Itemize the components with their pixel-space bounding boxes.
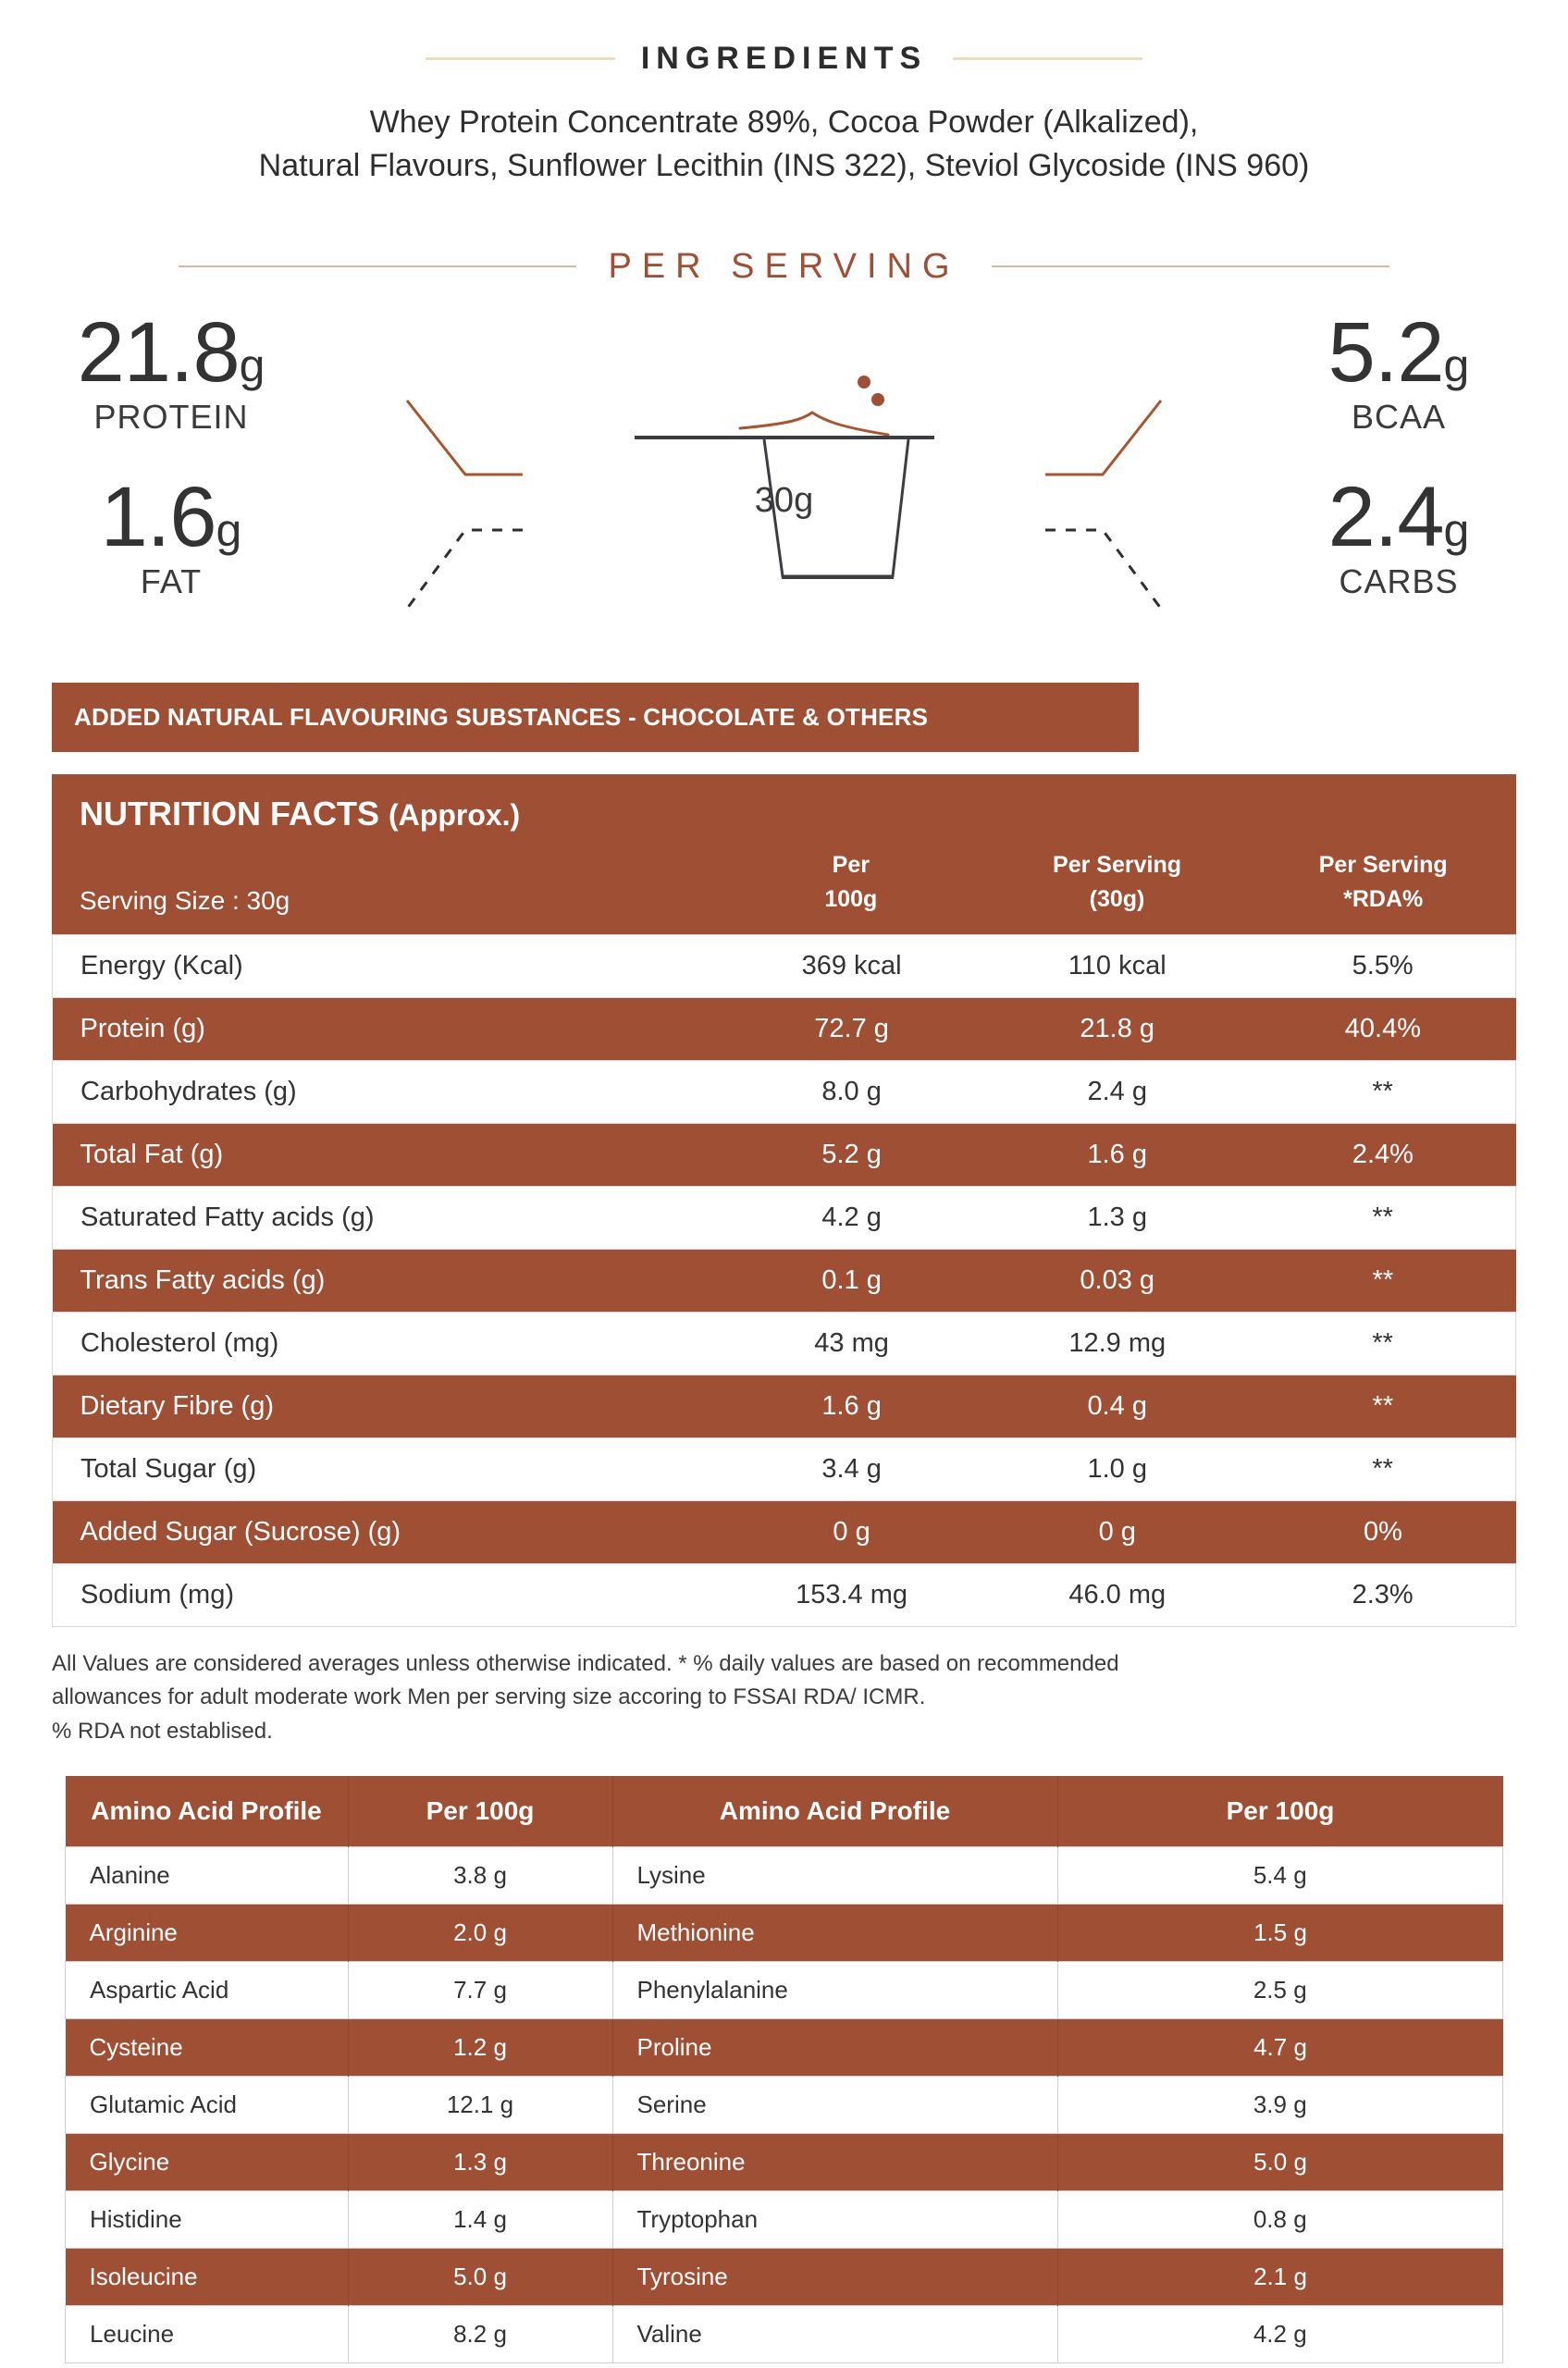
nutrition-row-per100g: 153.4 mg [796, 1579, 908, 1610]
amino-name-right: Tryptophan [612, 2191, 1057, 2249]
nutrition-row-name: Saturated Fatty acids (g) [80, 1202, 375, 1232]
nutrition-row-rda: 2.4% [1352, 1139, 1414, 1169]
amino-row [66, 2249, 1503, 2306]
flavouring-banner: ADDED NATURAL FLAVOURING SUBSTANCES - CHOCOLATE & OTHERS [52, 683, 1139, 752]
amino-header-profile-right: Amino Acid Profile [612, 1776, 1057, 1847]
nutrition-facts-approx: (Approx.) [389, 797, 521, 832]
column-header-per-serving: Per Serving (30g) [1053, 851, 1181, 913]
column-header-rda: Per Serving *RDA% [1318, 851, 1448, 913]
connector-bcaa [1045, 401, 1161, 475]
amino-name-right: Methionine [612, 1905, 1057, 1962]
amino-name-right: Proline [612, 2019, 1057, 2077]
nutrition-row-rda: 0% [1363, 1516, 1402, 1547]
amino-row [66, 2134, 1503, 2191]
amino-row [66, 2077, 1503, 2134]
amino-row [66, 1962, 1503, 2019]
stat-fat [19, 469, 324, 601]
nutrition-row-perserving: 46.0 mg [1068, 1579, 1167, 1610]
amino-value-right: 5.0 g [1057, 2134, 1503, 2191]
amino-value-right: 2.5 g [1057, 1962, 1503, 2019]
nutrition-row-rda: 2.3% [1352, 1579, 1414, 1610]
powder-dot-1 [858, 376, 870, 388]
nutrition-row-name: Cholesterol (mg) [80, 1327, 279, 1358]
serving-diagram [0, 303, 1568, 683]
nutrition-rows [52, 934, 1516, 1627]
nutrition-row-perserving: 110 kcal [1068, 950, 1167, 980]
nutrition-row-per100g: 5.2 g [821, 1139, 882, 1169]
nutrition-row-perserving: 12.9 mg [1068, 1327, 1167, 1358]
nutrition-row [53, 1500, 1516, 1563]
nutrition-row-name: Trans Fatty acids (g) [80, 1264, 326, 1295]
amino-value-left: 1.2 g [348, 2019, 612, 2077]
stat-bcaa-value: 5.2g [1327, 304, 1470, 400]
amino-row [66, 1905, 1503, 1962]
amino-value-right: 4.7 g [1057, 2019, 1503, 2077]
serving-size-label: Serving Size : 30g [80, 885, 290, 915]
amino-row [66, 2191, 1503, 2249]
nutrition-row-name: Protein (g) [80, 1013, 205, 1043]
nutrition-row-name: Dietary Fibre (g) [80, 1390, 274, 1421]
amino-name-left: Alanine [66, 1847, 349, 1905]
amino-header-profile-left: Amino Acid Profile [66, 1776, 349, 1847]
amino-name-left: Isoleucine [66, 2249, 349, 2306]
amino-value-right: 1.5 g [1057, 1905, 1503, 1962]
amino-header-row [66, 1776, 1503, 1847]
nutrition-row-rda: 40.4% [1344, 1013, 1422, 1043]
amino-name-left: Cysteine [66, 2019, 349, 2077]
column-header-per-100g: Per 100g [824, 851, 878, 913]
nutrition-row-perserving: 21.8 g [1080, 1013, 1155, 1043]
ingredients-rule-right [953, 57, 1142, 60]
nutrition-row-perserving: 0.4 g [1087, 1390, 1147, 1421]
nutrition-row-perserving: 1.0 g [1087, 1453, 1147, 1484]
nutrition-row-rda: ** [1372, 1327, 1393, 1358]
amino-name-right: Tyrosine [612, 2249, 1057, 2306]
stat-bcaa-label: BCAA [1351, 397, 1447, 436]
stat-protein [19, 304, 324, 437]
nutrition-row-name: Total Sugar (g) [80, 1453, 257, 1484]
nutrition-row [53, 1563, 1516, 1626]
amino-value-left: 7.7 g [348, 1962, 612, 2019]
amino-value-left: 2.0 g [348, 1905, 612, 1962]
amino-value-left: 5.0 g [348, 2249, 612, 2306]
amino-name-right: Serine [612, 2077, 1057, 2134]
nutrition-row-per100g: 72.7 g [814, 1013, 889, 1043]
nutrition-footnote [52, 1647, 1421, 1748]
nutrition-row-rda: ** [1372, 1076, 1393, 1106]
ingredients-title: INGREDIENTS [640, 41, 928, 76]
amino-value-right: 5.4 g [1057, 1847, 1503, 1905]
nutrition-row [53, 997, 1516, 1060]
connector-fat [407, 530, 523, 609]
amino-name-right: Phenylalanine [612, 1962, 1057, 2019]
powder-mound-icon [740, 413, 888, 435]
nutrition-row-per100g: 0 g [833, 1516, 870, 1547]
scoop-weight-label: 30g [754, 480, 814, 520]
amino-header-per100g-right: Per 100g [1057, 1776, 1503, 1847]
footnote-line-3: % RDA not establised. [52, 1718, 273, 1744]
nutrition-row-per100g: 3.4 g [821, 1453, 882, 1484]
nutrition-row [53, 1249, 1516, 1312]
amino-value-left: 1.3 g [348, 2134, 612, 2191]
amino-value-right: 0.8 g [1057, 2191, 1503, 2249]
amino-value-left: 3.8 g [348, 1847, 612, 1905]
per-serving-rule-right [992, 265, 1389, 267]
amino-header-per100g-left: Per 100g [348, 1776, 612, 1847]
nutrition-row-name: Energy (Kcal) [80, 950, 243, 980]
amino-value-right: 4.2 g [1057, 2306, 1503, 2363]
connector-protein [407, 401, 523, 475]
amino-name-right: Valine [612, 2306, 1057, 2363]
nutrition-row-rda: ** [1372, 1264, 1394, 1295]
amino-acid-table [65, 1776, 1503, 2363]
amino-name-left: Leucine [66, 2306, 349, 2363]
stat-protein-label: PROTEIN [93, 397, 249, 436]
nutrition-row [53, 1123, 1516, 1186]
amino-name-right: Threonine [612, 2134, 1057, 2191]
amino-value-left: 12.1 g [348, 2077, 612, 2134]
nutrition-row-per100g: 369 kcal [801, 950, 902, 980]
nutrition-row [53, 1312, 1516, 1375]
nutrition-row-name: Added Sugar (Sucrose) (g) [80, 1516, 401, 1547]
stat-protein-value: 21.8g [77, 304, 265, 400]
amino-name-right: Lysine [612, 1847, 1057, 1905]
nutrition-row-name: Carbohydrates (g) [80, 1076, 297, 1106]
nutrition-facts-title: NUTRITION FACTS (Approx.) [80, 794, 521, 832]
per-serving-header [0, 247, 1568, 287]
ingredients-line-2: Natural Flavours, Sunflower Lecithin (INS 322), Steviol Glycoside (INS 960) [258, 147, 1310, 183]
nutrition-row-per100g: 0.1 g [821, 1264, 882, 1295]
amino-value-left: 1.4 g [348, 2191, 612, 2249]
nutrition-row-name: Sodium (mg) [80, 1579, 234, 1610]
nutrition-row-perserving: 2.4 g [1087, 1076, 1147, 1106]
stat-carbs-value: 2.4g [1327, 469, 1470, 564]
nutrition-row-rda: 5.5% [1352, 950, 1414, 980]
nutrition-row-perserving: 0.03 g [1080, 1264, 1155, 1295]
nutrition-row-per100g: 1.6 g [821, 1390, 882, 1421]
powder-dot-2 [871, 393, 884, 406]
nutrition-row-rda: ** [1372, 1390, 1394, 1421]
nutrition-row-name: Total Fat (g) [80, 1139, 224, 1169]
connector-carbs [1045, 530, 1161, 609]
nutrition-row-perserving: 0 g [1098, 1516, 1136, 1547]
amino-row [66, 2306, 1503, 2363]
stat-carbs-label: CARBS [1339, 561, 1459, 600]
nutrition-column-headers [52, 848, 1516, 918]
amino-value-left: 8.2 g [348, 2306, 612, 2363]
per-serving-title: PER SERVING [608, 246, 960, 286]
nutrition-row-per100g: 43 mg [814, 1327, 889, 1358]
amino-name-left: Arginine [66, 1905, 349, 1962]
amino-name-left: Glycine [66, 2134, 349, 2191]
stat-fat-value: 1.6g [100, 469, 242, 564]
amino-row [66, 1847, 1503, 1905]
ingredients-header [0, 0, 1568, 77]
ingredients-text [0, 101, 1568, 188]
per-serving-rule-left [179, 265, 576, 267]
amino-name-left: Glutamic Acid [66, 2077, 349, 2134]
ingredients-line-1: Whey Protein Concentrate 89%, Cocoa Powder (Alkalized), [369, 105, 1199, 140]
nutrition-row-per100g: 4.2 g [821, 1202, 882, 1232]
nutrition-row-rda: ** [1372, 1202, 1393, 1232]
ingredients-rule-left [426, 57, 615, 60]
nutrition-row [53, 1186, 1516, 1249]
nutrition-row-perserving: 1.3 g [1087, 1202, 1147, 1232]
stat-bcaa [1246, 304, 1551, 437]
nutrition-facts-header [52, 774, 1516, 934]
nutrition-facts-table [52, 774, 1516, 1627]
nutrition-row [53, 1437, 1516, 1500]
stat-carbs [1246, 469, 1551, 601]
nutrition-row [53, 934, 1516, 997]
nutrition-row-per100g: 8.0 g [821, 1076, 882, 1106]
nutrition-row-perserving: 1.6 g [1087, 1139, 1147, 1169]
stat-fat-label: FAT [140, 561, 203, 600]
amino-name-left: Aspartic Acid [66, 1962, 349, 2019]
amino-value-right: 2.1 g [1057, 2249, 1503, 2306]
nutrition-row [53, 1060, 1516, 1123]
footnote-line-2: allowances for adult moderate work Men per serving size accoring to FSSAI RDA/ ICMR. [52, 1684, 926, 1710]
footnote-line-1: All Values are considered averages unless otherwise indicated. * % daily values are based on recommended [52, 1650, 1119, 1676]
nutrition-row-rda: ** [1372, 1453, 1393, 1484]
amino-value-right: 3.9 g [1057, 2077, 1503, 2134]
amino-name-left: Histidine [66, 2191, 349, 2249]
amino-row [66, 2019, 1503, 2077]
nutrition-row [53, 1375, 1516, 1437]
